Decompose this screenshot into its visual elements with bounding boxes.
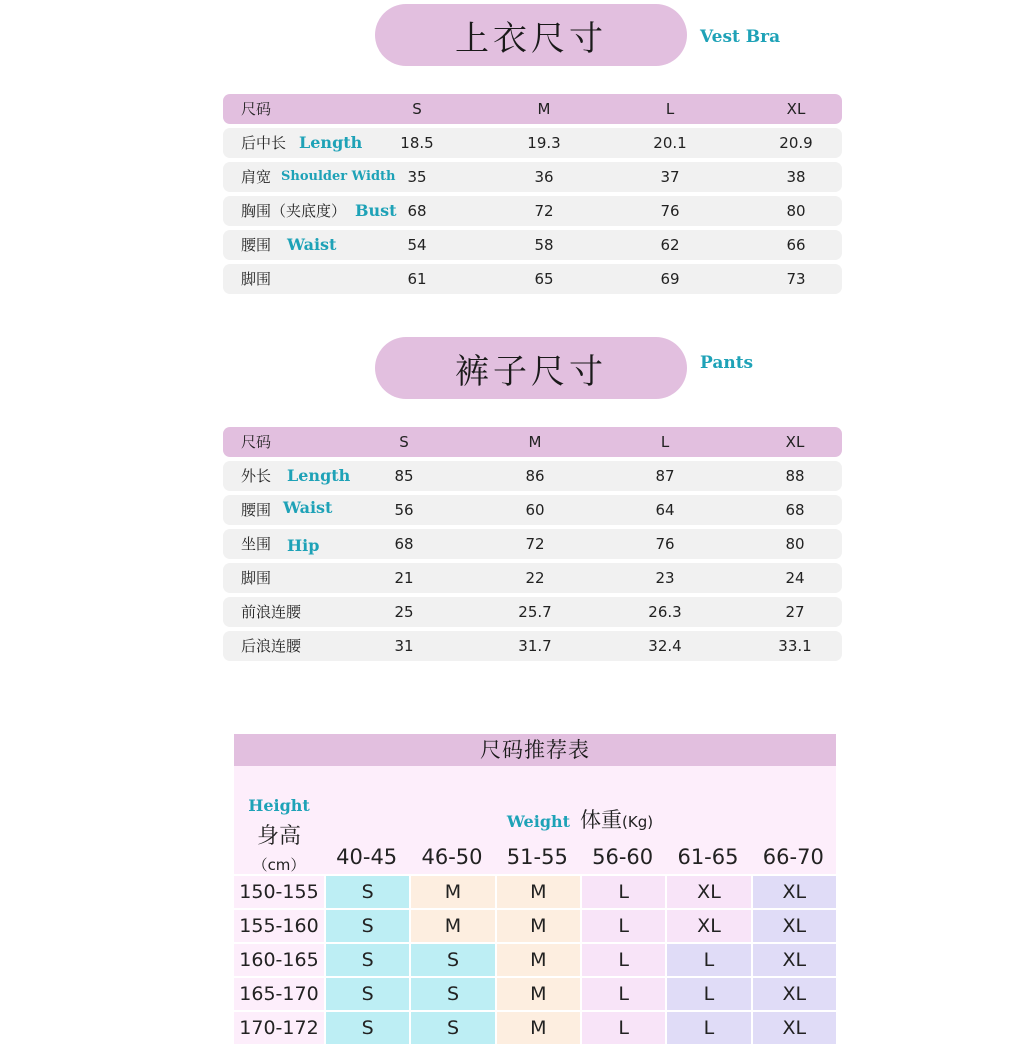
table-row bbox=[234, 978, 836, 1010]
weight-ranges bbox=[324, 840, 836, 874]
row-label-zh: 腰围 bbox=[241, 236, 272, 254]
height-cell: 155-160 bbox=[234, 910, 324, 942]
size-cell: XL bbox=[753, 944, 836, 976]
row-label-en: Hip bbox=[287, 536, 320, 555]
pants-size-title-en: Pants bbox=[700, 353, 754, 373]
row-label-zh: 后浪连腰 bbox=[241, 637, 302, 655]
pants-size-table bbox=[223, 427, 842, 665]
size-header-m: M bbox=[528, 433, 542, 451]
value-cell: 76 bbox=[660, 202, 680, 220]
size-cell: XL bbox=[753, 1012, 836, 1044]
value-cell: 86 bbox=[525, 467, 545, 485]
size-header-m: M bbox=[537, 100, 551, 118]
size-cell: L bbox=[582, 978, 665, 1010]
value-cell: 20.1 bbox=[653, 134, 687, 152]
value-cell: 56 bbox=[394, 501, 414, 519]
size-header-label: 尺码 bbox=[241, 100, 272, 118]
value-cell: 66 bbox=[786, 236, 806, 254]
height-unit: （cm） bbox=[252, 856, 306, 874]
table-header-row bbox=[223, 94, 842, 124]
size-cell: XL bbox=[753, 978, 836, 1010]
row-label-en: Waist bbox=[287, 235, 337, 254]
size-cell: M bbox=[497, 1012, 580, 1044]
weight-unit: (Kg) bbox=[622, 813, 654, 831]
height-cell: 150-155 bbox=[234, 876, 324, 908]
pants-size-title: 裤子尺寸 bbox=[375, 337, 687, 399]
size-cell: L bbox=[667, 978, 750, 1010]
value-cell: 80 bbox=[786, 202, 806, 220]
row-label-en: Length bbox=[287, 466, 351, 485]
value-cell: 68 bbox=[407, 202, 427, 220]
value-cell: 35 bbox=[407, 168, 427, 186]
size-header-label: 尺码 bbox=[241, 433, 272, 451]
value-cell: 25.7 bbox=[518, 603, 552, 621]
value-cell: 18.5 bbox=[400, 134, 434, 152]
value-cell: 88 bbox=[785, 467, 805, 485]
size-cell: XL bbox=[753, 876, 836, 908]
size-cell: S bbox=[326, 978, 409, 1010]
table-row bbox=[223, 631, 842, 661]
value-cell: 27 bbox=[785, 603, 805, 621]
value-cell: 23 bbox=[655, 569, 675, 587]
value-cell: 62 bbox=[660, 236, 680, 254]
row-label-zh: 脚围 bbox=[241, 270, 272, 288]
value-cell: 65 bbox=[534, 270, 554, 288]
weight-range: 51-55 bbox=[506, 845, 568, 869]
weight-label-zh: 体重 bbox=[580, 808, 623, 832]
size-header-l: L bbox=[665, 100, 675, 118]
top-size-title: 上衣尺寸 bbox=[375, 4, 687, 66]
size-cell: S bbox=[326, 876, 409, 908]
row-label-en: Shoulder Width bbox=[281, 169, 396, 184]
size-cell: L bbox=[582, 876, 665, 908]
value-cell: 72 bbox=[534, 202, 554, 220]
value-cell: 69 bbox=[660, 270, 680, 288]
size-cell: M bbox=[411, 876, 494, 908]
table-row bbox=[223, 196, 842, 226]
size-header-xl: XL bbox=[786, 100, 806, 118]
top-size-table bbox=[223, 94, 842, 298]
size-cell: S bbox=[326, 944, 409, 976]
row-label-zh: 前浪连腰 bbox=[241, 603, 302, 621]
value-cell: 87 bbox=[655, 467, 675, 485]
value-cell: 64 bbox=[655, 501, 675, 519]
size-cell: L bbox=[582, 944, 665, 976]
row-label-zh: 肩宽 bbox=[241, 168, 272, 186]
size-cell: XL bbox=[667, 910, 750, 942]
row-label-en: Length bbox=[299, 133, 363, 152]
size-cell: S bbox=[411, 978, 494, 1010]
value-cell: 32.4 bbox=[648, 637, 682, 655]
size-header-s: S bbox=[412, 100, 422, 118]
size-recommendation-table bbox=[234, 734, 836, 1044]
value-cell: 19.3 bbox=[527, 134, 561, 152]
row-label-en: Bust bbox=[355, 201, 397, 220]
weight-range: 66-70 bbox=[762, 845, 824, 869]
weight-range: 61-65 bbox=[677, 845, 739, 869]
table-header-row bbox=[223, 427, 842, 457]
value-cell: 37 bbox=[660, 168, 680, 186]
height-label-en: Height bbox=[248, 796, 310, 815]
size-header-s: S bbox=[399, 433, 409, 451]
size-cell: XL bbox=[667, 876, 750, 908]
size-header-l: L bbox=[660, 433, 670, 451]
table-row bbox=[223, 162, 842, 192]
size-cell: L bbox=[667, 944, 750, 976]
weight-range: 40-45 bbox=[336, 845, 398, 869]
value-cell: 68 bbox=[785, 501, 805, 519]
table-row bbox=[223, 563, 842, 593]
size-cell: M bbox=[497, 876, 580, 908]
value-cell: 60 bbox=[525, 501, 545, 519]
height-cell: 170-172 bbox=[234, 1012, 324, 1044]
value-cell: 85 bbox=[394, 467, 414, 485]
value-cell: 38 bbox=[786, 168, 806, 186]
table-row bbox=[223, 461, 842, 491]
row-label-zh: 外长 bbox=[241, 467, 272, 485]
row-label-zh: 腰围 bbox=[241, 501, 272, 519]
value-cell: 25 bbox=[394, 603, 414, 621]
value-cell: 72 bbox=[525, 535, 545, 553]
row-label-zh: 后中长 bbox=[241, 134, 287, 152]
size-cell: S bbox=[326, 910, 409, 942]
row-label-zh: 胸围（夹底度） bbox=[241, 202, 347, 220]
size-cell: XL bbox=[753, 910, 836, 942]
value-cell: 33.1 bbox=[778, 637, 812, 655]
table-row bbox=[223, 230, 842, 260]
size-cell: S bbox=[326, 1012, 409, 1044]
value-cell: 31.7 bbox=[518, 637, 552, 655]
height-cell: 160-165 bbox=[234, 944, 324, 976]
height-label-zh: 身高 bbox=[256, 824, 301, 849]
value-cell: 73 bbox=[786, 270, 806, 288]
value-cell: 80 bbox=[785, 535, 805, 553]
value-cell: 76 bbox=[655, 535, 675, 553]
weight-range: 46-50 bbox=[421, 845, 483, 869]
table-row bbox=[223, 495, 842, 525]
size-cell: M bbox=[497, 978, 580, 1010]
size-header-xl: XL bbox=[785, 433, 805, 451]
height-cell: 165-170 bbox=[234, 978, 324, 1010]
table-row bbox=[234, 876, 836, 908]
size-cell: S bbox=[411, 1012, 494, 1044]
value-cell: 24 bbox=[785, 569, 805, 587]
size-cell: S bbox=[411, 944, 494, 976]
row-label-zh: 坐围 bbox=[241, 535, 272, 553]
table-row bbox=[223, 597, 842, 627]
value-cell: 22 bbox=[525, 569, 545, 587]
recommendation-title: 尺码推荐表 bbox=[234, 734, 836, 766]
value-cell: 36 bbox=[534, 168, 554, 186]
size-cell: L bbox=[582, 910, 665, 942]
value-cell: 31 bbox=[394, 637, 414, 655]
weight-range: 56-60 bbox=[592, 845, 654, 869]
value-cell: 20.9 bbox=[779, 134, 813, 152]
table-row bbox=[223, 264, 842, 294]
value-cell: 54 bbox=[407, 236, 427, 254]
table-row bbox=[234, 910, 836, 942]
row-label-zh: 脚围 bbox=[241, 569, 272, 587]
value-cell: 61 bbox=[407, 270, 427, 288]
size-cell: M bbox=[497, 944, 580, 976]
size-cell: M bbox=[497, 910, 580, 942]
value-cell: 21 bbox=[394, 569, 414, 587]
recommendation-header bbox=[234, 766, 836, 874]
row-label-en: Waist bbox=[283, 498, 333, 517]
size-cell: L bbox=[582, 1012, 665, 1044]
top-size-title-en: Vest Bra bbox=[700, 27, 781, 47]
value-cell: 68 bbox=[394, 535, 414, 553]
weight-header bbox=[324, 804, 836, 834]
size-cell: L bbox=[667, 1012, 750, 1044]
table-row bbox=[234, 944, 836, 976]
table-row bbox=[223, 529, 842, 559]
value-cell: 26.3 bbox=[648, 603, 682, 621]
value-cell: 58 bbox=[534, 236, 554, 254]
weight-label-en: Weight bbox=[506, 812, 571, 831]
size-cell: M bbox=[411, 910, 494, 942]
table-row bbox=[223, 128, 842, 158]
table-row bbox=[234, 1012, 836, 1044]
height-header bbox=[234, 766, 324, 874]
